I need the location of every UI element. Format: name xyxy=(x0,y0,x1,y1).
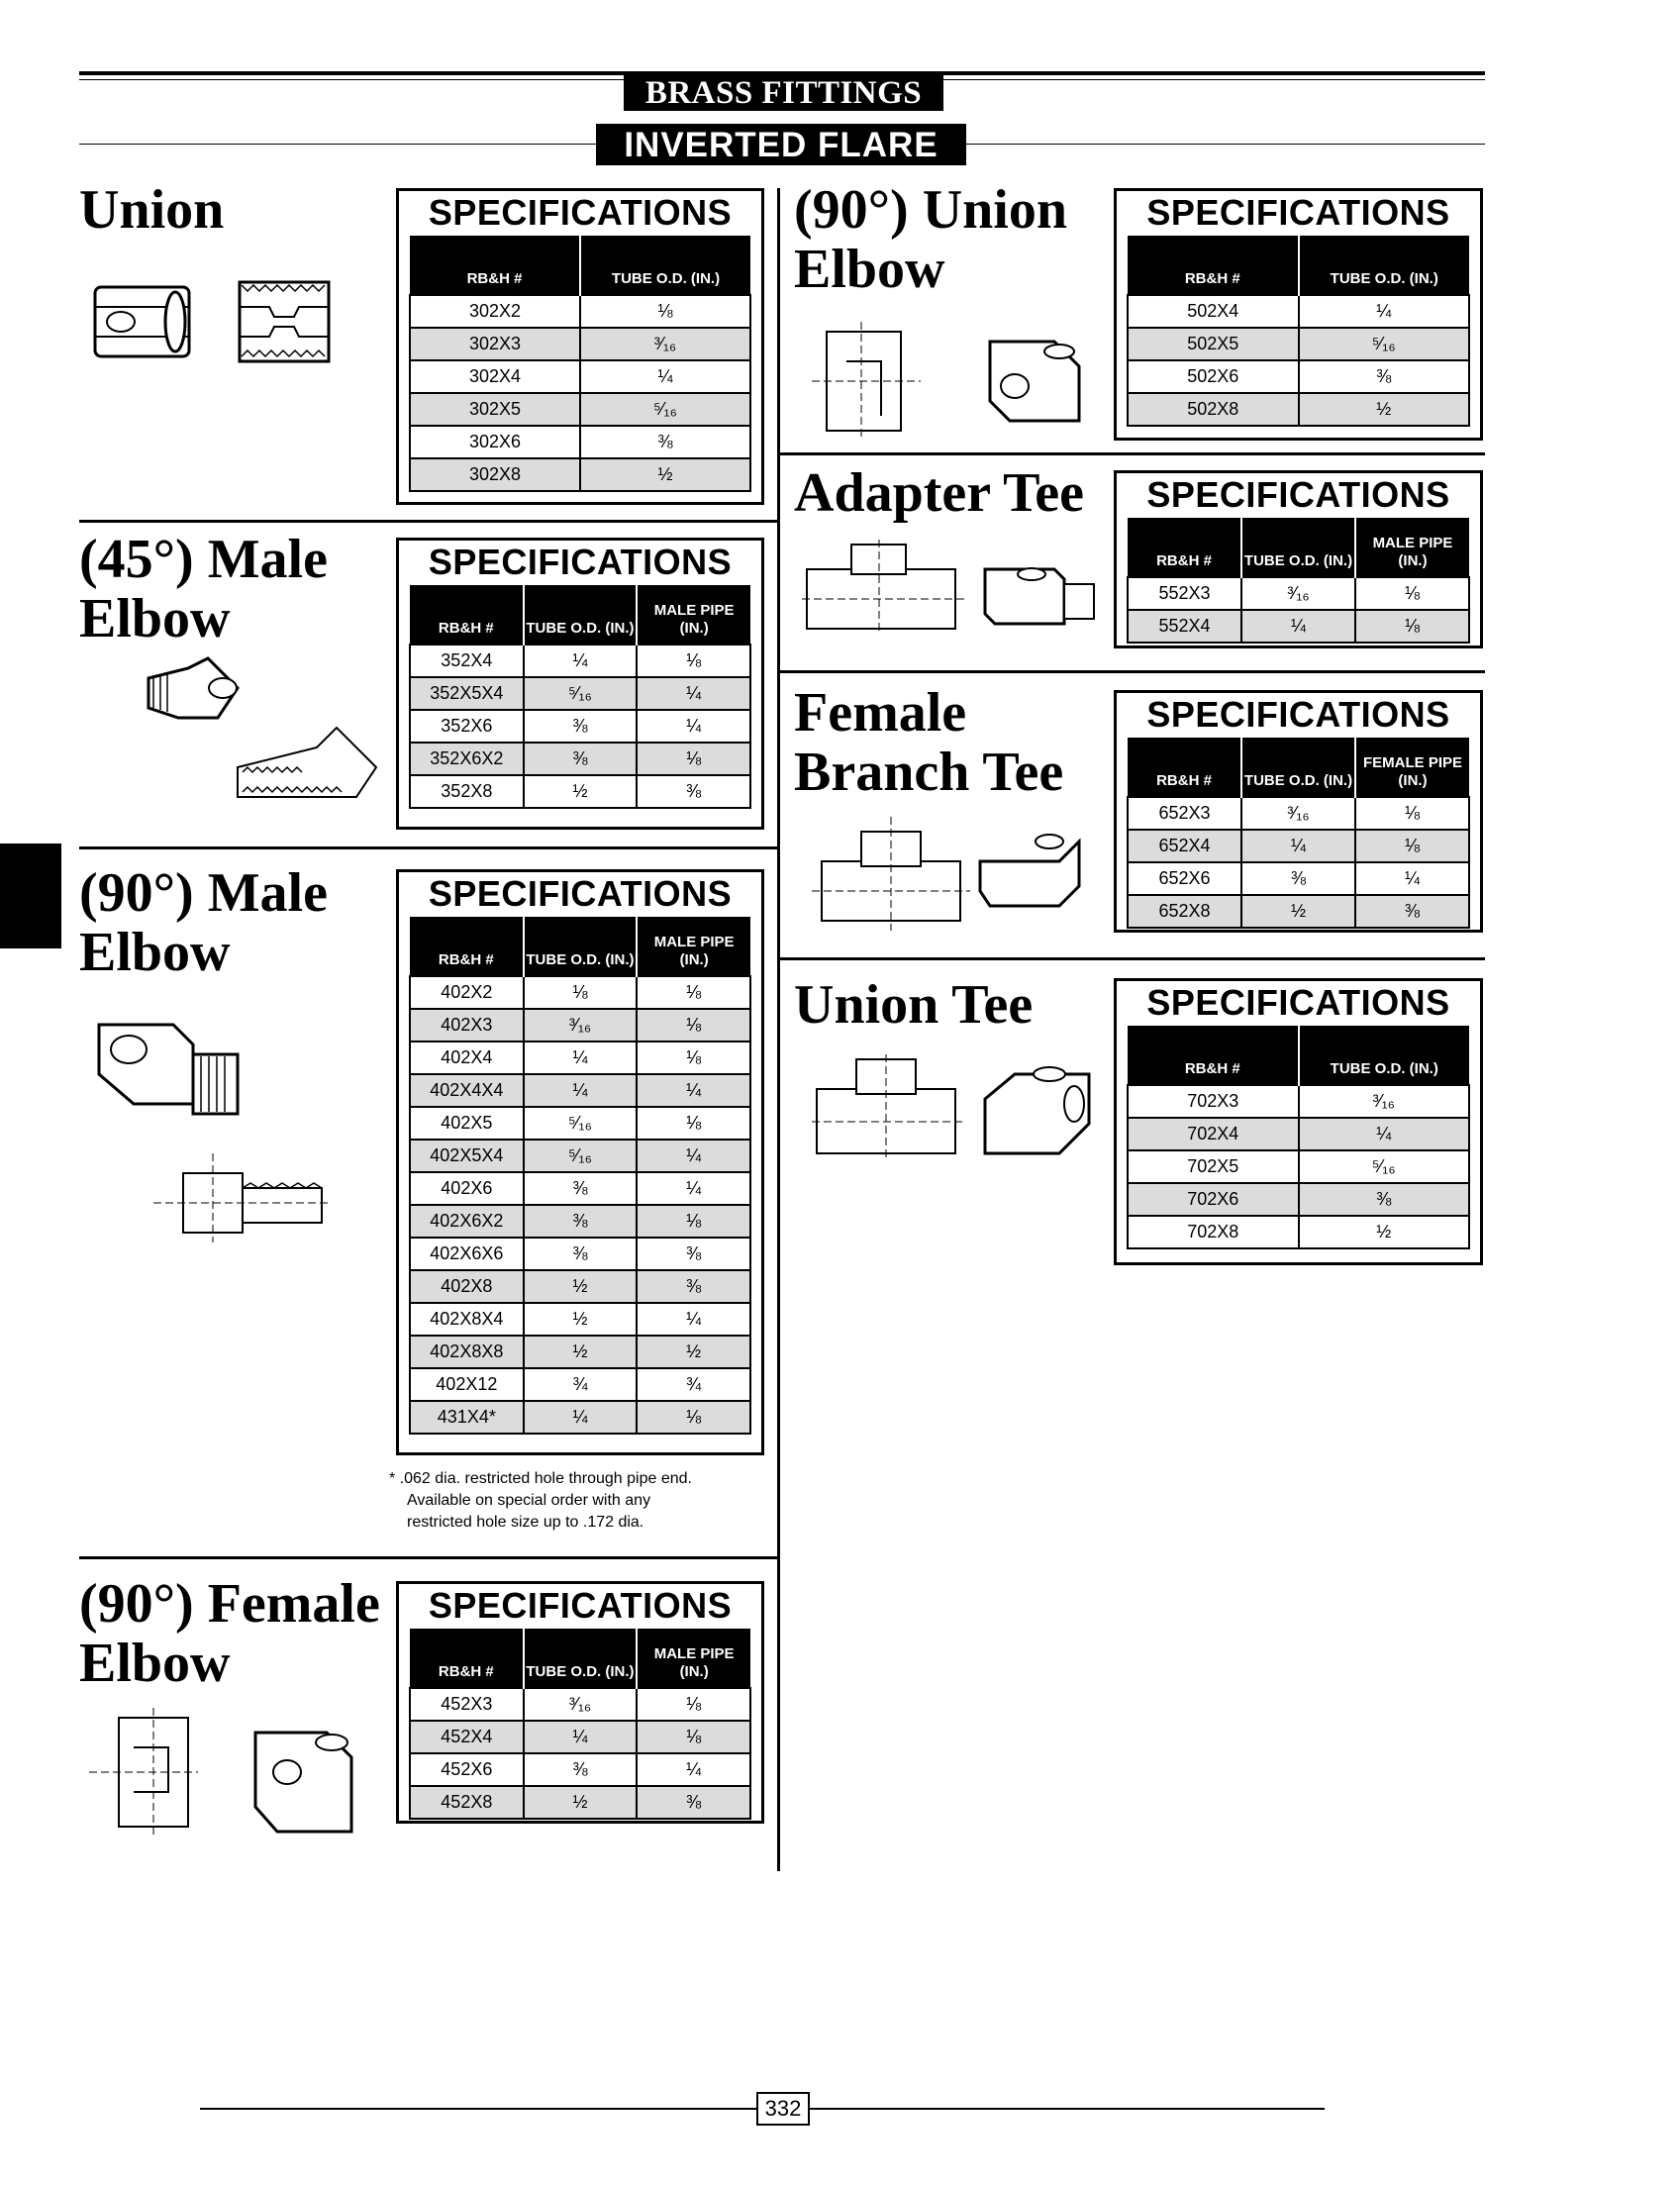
size-cell: ⅜ xyxy=(524,1238,638,1270)
male90-title-line2: Elbow xyxy=(79,922,231,983)
table-row xyxy=(410,1107,750,1140)
table-row xyxy=(1128,797,1469,830)
part-number-cell: 702X6 xyxy=(1128,1183,1299,1216)
size-cell: ⅛ xyxy=(637,976,750,1009)
part-number-cell: 452X4 xyxy=(410,1721,524,1753)
male45-rows xyxy=(410,645,750,808)
size-cell: ⅛ xyxy=(637,1042,750,1074)
col-tube-od: TUBE O.D. (IN.) xyxy=(524,585,638,645)
size-cell: ⅛ xyxy=(1355,797,1469,830)
size-cell: ⅛ xyxy=(637,645,750,677)
size-cell: ¼ xyxy=(524,1721,638,1753)
size-cell: ½ xyxy=(1299,1216,1470,1248)
footer-rule-right xyxy=(810,2108,1325,2110)
adapter-tee-rows xyxy=(1128,577,1469,643)
adapter-tee-title-line1: Adapter Tee xyxy=(794,462,1084,524)
male90-spec-table xyxy=(409,917,751,1435)
union-rows xyxy=(410,295,750,491)
table-row xyxy=(1128,1183,1469,1216)
size-cell: ⅛ xyxy=(637,1401,750,1434)
branch-tee-spec-box xyxy=(1114,690,1483,933)
table-row xyxy=(410,1009,750,1042)
col-rbh: RB&H # xyxy=(1128,236,1299,295)
size-cell: ⁵⁄₁₆ xyxy=(524,1140,638,1172)
male90-rows xyxy=(410,976,750,1434)
size-cell: ⅛ xyxy=(637,1205,750,1238)
part-number-cell: 402X8 xyxy=(410,1270,524,1303)
page-number: 332 xyxy=(756,2092,810,2126)
size-cell: ¼ xyxy=(1299,1118,1470,1150)
part-number-cell: 702X8 xyxy=(1128,1216,1299,1248)
size-cell: ⅛ xyxy=(1355,610,1469,643)
union-elbow-title-line2: Elbow xyxy=(794,239,945,300)
col-female-pipe: FEMALE PIPE (IN.) xyxy=(1355,738,1469,797)
part-number-cell: 402X6X2 xyxy=(410,1205,524,1238)
table-row xyxy=(410,1205,750,1238)
size-cell: ⅛ xyxy=(637,1009,750,1042)
size-cell: ³⁄₁₆ xyxy=(524,1688,638,1721)
table-row xyxy=(410,976,750,1009)
part-number-cell: 502X8 xyxy=(1128,393,1299,426)
col-rbh: RB&H # xyxy=(410,1629,524,1688)
table-row xyxy=(1128,895,1469,928)
part-number-cell: 452X3 xyxy=(410,1688,524,1721)
divider-adapter-tee xyxy=(779,670,1485,673)
female90-elbow-illustration xyxy=(89,1708,366,1841)
table-row xyxy=(1128,1216,1469,1248)
table-row xyxy=(410,677,750,710)
table-row xyxy=(410,1172,750,1205)
part-number-cell: 502X4 xyxy=(1128,295,1299,328)
size-cell: ¼ xyxy=(524,1401,638,1434)
size-cell: ⅜ xyxy=(524,743,638,775)
size-cell: ⁵⁄₁₆ xyxy=(1299,328,1470,360)
part-number-cell: 402X2 xyxy=(410,976,524,1009)
branch-tee-rows xyxy=(1128,797,1469,928)
spec-heading: SPECIFICATIONS xyxy=(428,542,733,582)
table-row xyxy=(410,1786,750,1819)
table-row xyxy=(410,1270,750,1303)
size-cell: ⅜ xyxy=(1299,360,1470,393)
size-cell: ¼ xyxy=(580,360,750,393)
table-row xyxy=(410,710,750,743)
table-row xyxy=(410,645,750,677)
size-cell: ⅛ xyxy=(637,1688,750,1721)
size-cell: ¾ xyxy=(637,1368,750,1401)
branch-tee-spec-table xyxy=(1127,738,1470,929)
size-cell: ³⁄₁₆ xyxy=(524,1009,638,1042)
size-cell: ¼ xyxy=(524,1074,638,1107)
part-number-cell: 402X4X4 xyxy=(410,1074,524,1107)
size-cell: ¼ xyxy=(637,1303,750,1336)
table-row xyxy=(410,1303,750,1336)
size-cell: ⁵⁄₁₆ xyxy=(580,393,750,426)
union-elbow-spec-box xyxy=(1114,188,1483,441)
part-number-cell: 652X3 xyxy=(1128,797,1241,830)
table-row xyxy=(410,1368,750,1401)
part-number-cell: 352X6 xyxy=(410,710,524,743)
table-row xyxy=(1128,328,1469,360)
size-cell: ⅜ xyxy=(580,426,750,458)
size-cell: ⅜ xyxy=(524,1205,638,1238)
part-number-cell: 402X8X4 xyxy=(410,1303,524,1336)
subcategory-banner: INVERTED FLARE xyxy=(596,124,966,165)
female90-title xyxy=(79,1574,380,1693)
branch-tee-title-line2: Branch Tee xyxy=(794,742,1064,803)
spec-heading: SPECIFICATIONS xyxy=(1146,192,1450,233)
size-cell: ½ xyxy=(524,1336,638,1368)
part-number-cell: 702X4 xyxy=(1128,1118,1299,1150)
female90-spec-box xyxy=(396,1581,764,1824)
female90-spec-table xyxy=(409,1629,751,1820)
union-tee-illustration xyxy=(812,1054,1099,1163)
spec-heading: SPECIFICATIONS xyxy=(428,1585,733,1626)
size-cell: ⅛ xyxy=(1355,830,1469,862)
size-cell: ¼ xyxy=(637,1753,750,1786)
table-row xyxy=(410,1042,750,1074)
part-number-cell: 702X3 xyxy=(1128,1085,1299,1118)
col-tube-od: TUBE O.D. (IN.) xyxy=(1299,1026,1470,1085)
size-cell: ½ xyxy=(637,1336,750,1368)
size-cell: ½ xyxy=(524,1270,638,1303)
spec-heading: SPECIFICATIONS xyxy=(1146,694,1450,735)
union-elbow-rows xyxy=(1128,295,1469,426)
part-number-cell: 452X6 xyxy=(410,1753,524,1786)
part-number-cell: 652X4 xyxy=(1128,830,1241,862)
male90-title-line1: (90°) Male xyxy=(79,862,328,924)
size-cell: ¼ xyxy=(524,1042,638,1074)
spec-heading: SPECIFICATIONS xyxy=(428,873,733,914)
size-cell: ⅜ xyxy=(1241,862,1355,895)
size-cell: ½ xyxy=(580,458,750,491)
col-tube-od: TUBE O.D. (IN.) xyxy=(524,917,638,976)
spec-heading: SPECIFICATIONS xyxy=(1146,982,1450,1023)
size-cell: ¼ xyxy=(637,1172,750,1205)
footnote-line1: * .062 dia. restricted hole through pipe end. xyxy=(389,1470,692,1487)
male45-spec-table xyxy=(409,585,751,809)
male45-title-line1: (45°) Male xyxy=(79,529,328,590)
size-cell: ³⁄₁₆ xyxy=(1241,797,1355,830)
female90-rows xyxy=(410,1688,750,1819)
male90-elbow-illustration xyxy=(94,1005,342,1252)
table-row xyxy=(1128,1085,1469,1118)
footnote-line3: restricted hole size up to .172 dia. xyxy=(407,1514,644,1531)
size-cell: ¼ xyxy=(637,1074,750,1107)
size-cell: ⅛ xyxy=(637,743,750,775)
table-row xyxy=(410,775,750,808)
part-number-cell: 352X6X2 xyxy=(410,743,524,775)
part-number-cell: 352X4 xyxy=(410,645,524,677)
col-rbh: RB&H # xyxy=(410,236,580,295)
col-male-pipe: MALE PIPE (IN.) xyxy=(637,917,750,976)
adapter-tee-spec-table xyxy=(1127,518,1470,644)
union-elbow-title-line1: (90°) Union xyxy=(794,179,1067,241)
table-row xyxy=(410,743,750,775)
size-cell: ¼ xyxy=(524,645,638,677)
part-number-cell: 302X8 xyxy=(410,458,580,491)
divider-union xyxy=(79,520,779,523)
table-row xyxy=(410,1140,750,1172)
union-title xyxy=(79,180,224,240)
size-cell: ¼ xyxy=(1299,295,1470,328)
table-row xyxy=(1128,577,1469,610)
part-number-cell: 502X6 xyxy=(1128,360,1299,393)
male90-footnote xyxy=(389,1468,692,1534)
branch-tee-illustration xyxy=(812,817,1099,936)
table-row xyxy=(1128,1150,1469,1183)
table-row xyxy=(410,393,750,426)
table-row xyxy=(410,1753,750,1786)
part-number-cell: 352X8 xyxy=(410,775,524,808)
col-male-pipe: MALE PIPE (IN.) xyxy=(637,1629,750,1688)
col-tube-od: TUBE O.D. (IN.) xyxy=(580,236,750,295)
size-cell: ½ xyxy=(524,1303,638,1336)
table-row xyxy=(1128,360,1469,393)
col-male-pipe: MALE PIPE (IN.) xyxy=(637,585,750,645)
part-number-cell: 352X5X4 xyxy=(410,677,524,710)
part-number-cell: 302X6 xyxy=(410,426,580,458)
part-number-cell: 552X3 xyxy=(1128,577,1241,610)
union-spec-table xyxy=(409,236,751,492)
table-row xyxy=(410,426,750,458)
col-rbh: RB&H # xyxy=(410,585,524,645)
size-cell: ⅜ xyxy=(524,1753,638,1786)
col-tube-od: TUBE O.D. (IN.) xyxy=(1299,236,1470,295)
female90-title-line1: (90°) Female xyxy=(79,1573,380,1635)
size-cell: ¾ xyxy=(524,1368,638,1401)
col-male-pipe: MALE PIPE (IN.) xyxy=(1355,518,1469,577)
size-cell: ⅜ xyxy=(524,710,638,743)
table-row xyxy=(410,1238,750,1270)
col-rbh: RB&H # xyxy=(1128,1026,1299,1085)
part-number-cell: 402X12 xyxy=(410,1368,524,1401)
part-number-cell: 652X8 xyxy=(1128,895,1241,928)
table-row xyxy=(410,328,750,360)
size-cell: ½ xyxy=(524,1786,638,1819)
size-cell: ¼ xyxy=(637,677,750,710)
male45-title xyxy=(79,530,328,648)
size-cell: ⅜ xyxy=(637,1238,750,1270)
table-row xyxy=(410,458,750,491)
size-cell: ¼ xyxy=(637,710,750,743)
size-cell: ½ xyxy=(1241,895,1355,928)
union-tee-spec-box xyxy=(1114,978,1483,1265)
table-row xyxy=(410,295,750,328)
spec-heading: SPECIFICATIONS xyxy=(1146,474,1450,515)
section-tab xyxy=(0,844,61,948)
size-cell: ½ xyxy=(1299,393,1470,426)
part-number-cell: 302X4 xyxy=(410,360,580,393)
part-number-cell: 402X8X8 xyxy=(410,1336,524,1368)
size-cell: ³⁄₁₆ xyxy=(580,328,750,360)
union-tee-spec-table xyxy=(1127,1026,1470,1249)
branch-tee-title-line1: Female xyxy=(794,682,967,744)
union-elbow-spec-table xyxy=(1127,236,1470,427)
part-number-cell: 402X3 xyxy=(410,1009,524,1042)
footnote-line2: Available on special order with any xyxy=(407,1492,651,1509)
divider-male45 xyxy=(79,846,779,849)
male45-elbow-illustration xyxy=(139,648,396,817)
adapter-tee-spec-box xyxy=(1114,470,1483,648)
size-cell: ⅜ xyxy=(637,1786,750,1819)
male90-title xyxy=(79,863,328,982)
part-number-cell: 402X6 xyxy=(410,1172,524,1205)
col-tube-od: TUBE O.D. (IN.) xyxy=(1241,518,1355,577)
union-spec-box xyxy=(396,188,764,505)
part-number-cell: 302X3 xyxy=(410,328,580,360)
table-row xyxy=(1128,295,1469,328)
col-rbh: RB&H # xyxy=(410,917,524,976)
size-cell: ⅜ xyxy=(637,1270,750,1303)
size-cell: ⁵⁄₁₆ xyxy=(524,1107,638,1140)
table-row xyxy=(1128,1118,1469,1150)
size-cell: ¼ xyxy=(1241,610,1355,643)
col-tube-od: TUBE O.D. (IN.) xyxy=(524,1629,638,1688)
size-cell: ¼ xyxy=(1355,862,1469,895)
table-row xyxy=(410,360,750,393)
size-cell: ⅛ xyxy=(524,976,638,1009)
part-number-cell: 552X4 xyxy=(1128,610,1241,643)
table-row xyxy=(410,1688,750,1721)
union-title-line1: Union xyxy=(79,179,225,241)
branch-tee-title xyxy=(794,683,1063,802)
size-cell: ⅜ xyxy=(637,775,750,808)
part-number-cell: 402X5 xyxy=(410,1107,524,1140)
size-cell: ⅛ xyxy=(637,1107,750,1140)
table-row xyxy=(1128,862,1469,895)
adapter-tee-illustration xyxy=(802,540,1099,639)
table-row xyxy=(410,1336,750,1368)
table-row xyxy=(410,1074,750,1107)
union-tee-title xyxy=(794,975,1033,1035)
male90-spec-box xyxy=(396,869,764,1455)
size-cell: ⅛ xyxy=(637,1721,750,1753)
column-divider xyxy=(777,188,780,1871)
size-cell: ¼ xyxy=(637,1140,750,1172)
union-elbow-illustration xyxy=(812,322,1099,446)
part-number-cell: 402X6X6 xyxy=(410,1238,524,1270)
male45-spec-box xyxy=(396,538,764,830)
part-number-cell: 652X6 xyxy=(1128,862,1241,895)
size-cell: ⅜ xyxy=(524,1172,638,1205)
size-cell: ⁵⁄₁₆ xyxy=(1299,1150,1470,1183)
spec-heading: SPECIFICATIONS xyxy=(428,192,733,233)
category-banner: BRASS FITTINGS xyxy=(624,75,943,111)
divider-branch-tee xyxy=(779,957,1485,960)
part-number-cell: 402X4 xyxy=(410,1042,524,1074)
size-cell: ³⁄₁₆ xyxy=(1299,1085,1470,1118)
part-number-cell: 452X8 xyxy=(410,1786,524,1819)
col-tube-od: TUBE O.D. (IN.) xyxy=(1241,738,1355,797)
female90-title-line2: Elbow xyxy=(79,1633,231,1694)
union-tee-title-line1: Union Tee xyxy=(794,974,1034,1036)
adapter-tee-title xyxy=(794,463,1084,523)
size-cell: ⁵⁄₁₆ xyxy=(524,677,638,710)
part-number-cell: 431X4* xyxy=(410,1401,524,1434)
part-number-cell: 302X5 xyxy=(410,393,580,426)
part-number-cell: 302X2 xyxy=(410,295,580,328)
union-fitting-illustration xyxy=(91,277,339,376)
table-row xyxy=(1128,393,1469,426)
size-cell: ⅜ xyxy=(1299,1183,1470,1216)
part-number-cell: 702X5 xyxy=(1128,1150,1299,1183)
size-cell: ⅛ xyxy=(580,295,750,328)
divider-male90 xyxy=(79,1556,779,1559)
table-row xyxy=(410,1721,750,1753)
part-number-cell: 402X5X4 xyxy=(410,1140,524,1172)
part-number-cell: 502X5 xyxy=(1128,328,1299,360)
union-elbow-title xyxy=(794,180,1067,299)
size-cell: ⅛ xyxy=(1355,577,1469,610)
size-cell: ⅜ xyxy=(1355,895,1469,928)
table-row xyxy=(1128,830,1469,862)
table-row xyxy=(410,1401,750,1434)
footer-rule-left xyxy=(200,2108,756,2110)
divider-union-elbow xyxy=(779,452,1485,455)
male45-title-line2: Elbow xyxy=(79,588,231,649)
size-cell: ³⁄₁₆ xyxy=(1241,577,1355,610)
col-rbh: RB&H # xyxy=(1128,738,1241,797)
size-cell: ¼ xyxy=(1241,830,1355,862)
table-row xyxy=(1128,610,1469,643)
size-cell: ½ xyxy=(524,775,638,808)
union-tee-rows xyxy=(1128,1085,1469,1248)
col-rbh: RB&H # xyxy=(1128,518,1241,577)
